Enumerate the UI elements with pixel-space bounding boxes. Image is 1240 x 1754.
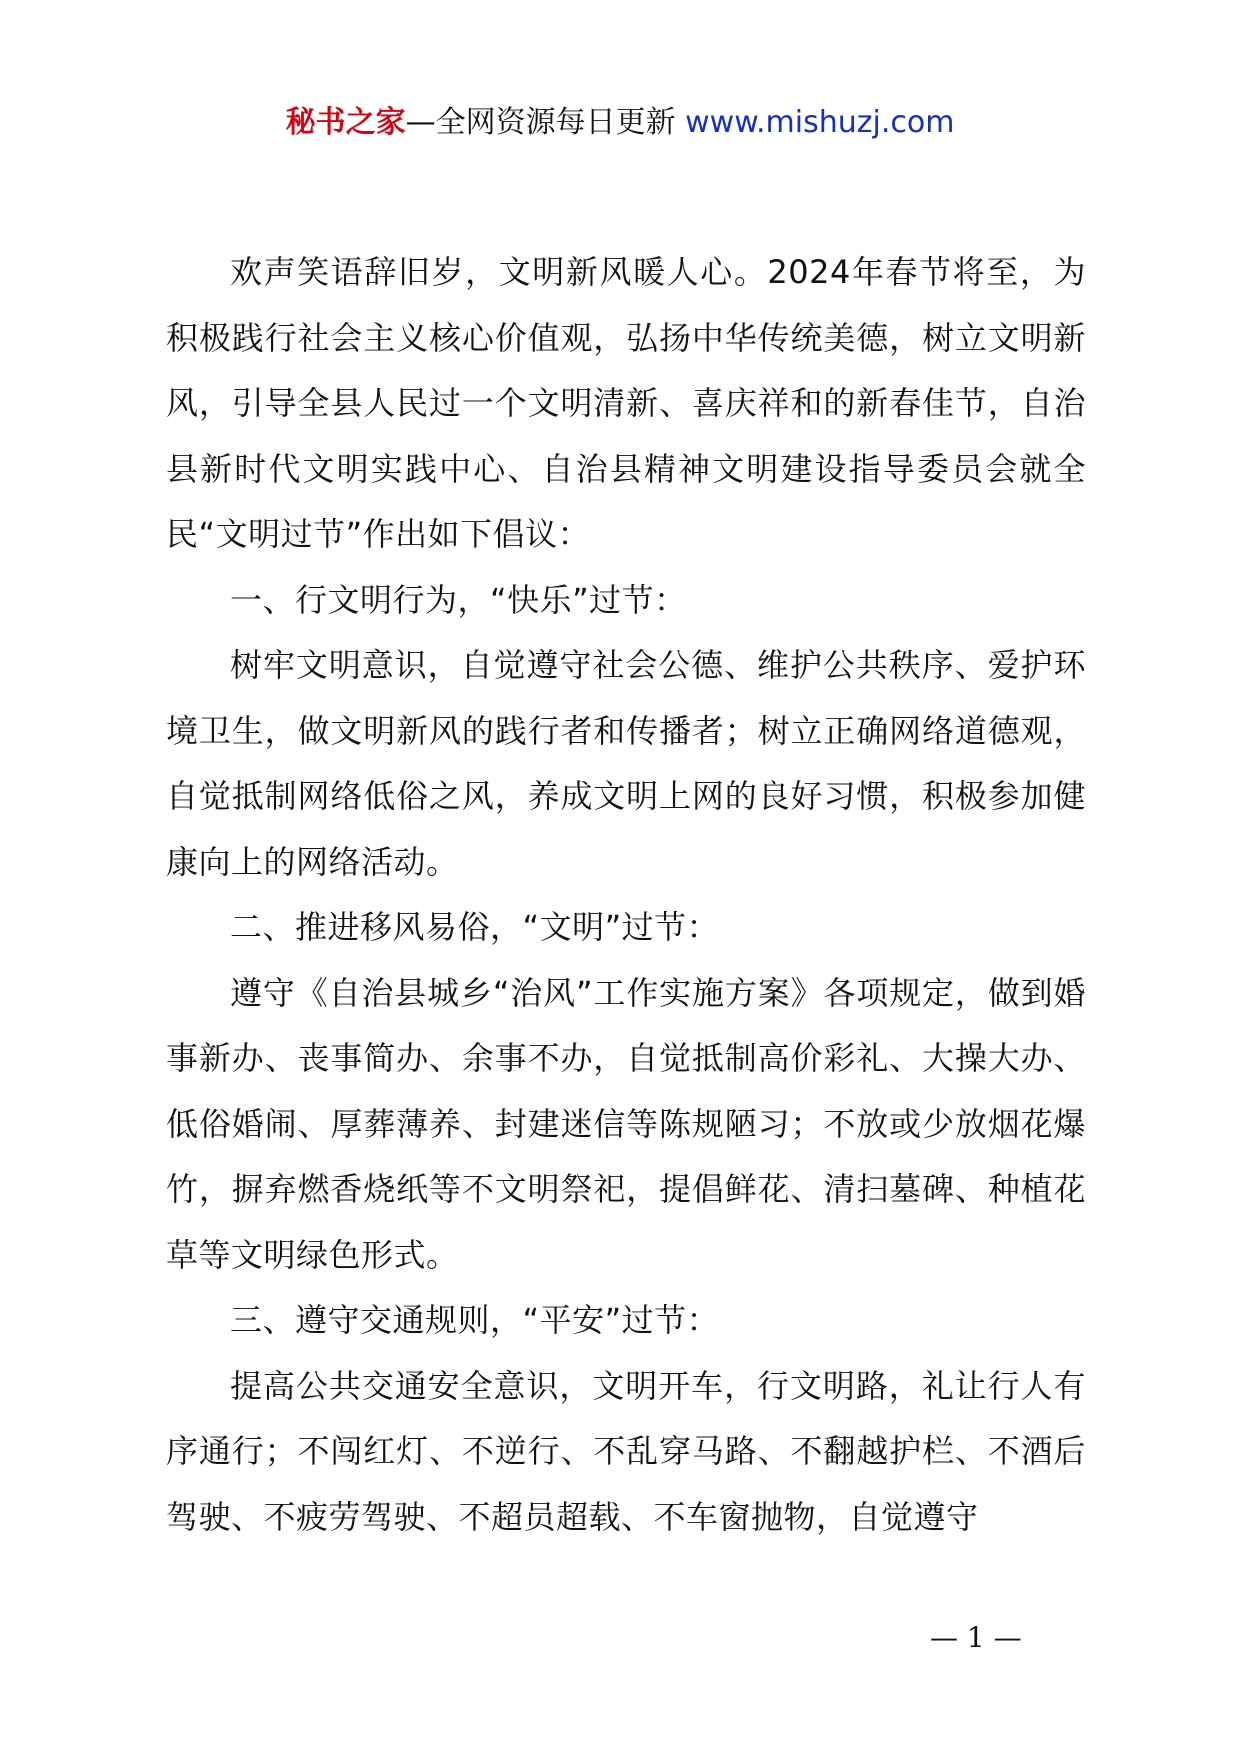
site-header [0,100,1240,146]
section-2-paragraph: 遵守《自治县城乡“治风”工作实施方案》各项规定，做到婚事新办、丧事简办、余事不办，自觉抵制高价彩礼、大操大办、低俗婚闹、厚葬薄养、封建迷信等陈规陋习；不放或少放烟花爆竹，摒弃燃香烧纸等不文明祭祀，提倡鲜花、清扫墓碑、种植花草等文明绿色形式。 [166,973,1086,1274]
page-number: — 1 — [930,1621,1022,1654]
site-url-link[interactable]: www.mishuzj.com [685,105,955,140]
section-3-heading: 三、遵守交通规则，“平安”过节： [230,1301,720,1339]
brand-name: 秘书之家 [285,105,406,140]
section-1-paragraph: 树牢文明意识，自觉遵守社会公德、维护公共秩序、爱护环境卫生，做文明新风的践行者和传播者；树立正确网络道德观，自觉抵制网络低俗之风，养成文明上网的良好习惯，积极参加健康向上的网络活动。 [166,646,1086,881]
section-1-heading: 一、行文明行为，“快乐”过节： [230,580,687,619]
section-3-paragraph: 提高公共交通安全意识，文明开车，行文明路，礼让行人有序通行；不闯红灯、不逆行、不乱穿马路、不翻越护栏、不酒后驾驶、不疲劳驾驶、不超员超载、不车窗抛物，自觉遵守 [166,1366,1086,1536]
intro-paragraph: 欢声笑语辞旧岁，文明新风暖人心。2024年春节将至，为积极践行社会主义核心价值观，弘扬中华传统美德，树立文明新风，引导全县人民过一个文明清新、喜庆祥和的新春佳节，自治县新时代文明实践中心、自治县精神文明建设指导委员会就全民“文明过节”作出如下倡议： [166,253,1086,553]
document-body [166,240,1086,1550]
header-tagline: —全网资源每日更新 [405,105,676,140]
section-2-heading: 二、推进移风易俗，“文明”过节： [230,908,720,946]
